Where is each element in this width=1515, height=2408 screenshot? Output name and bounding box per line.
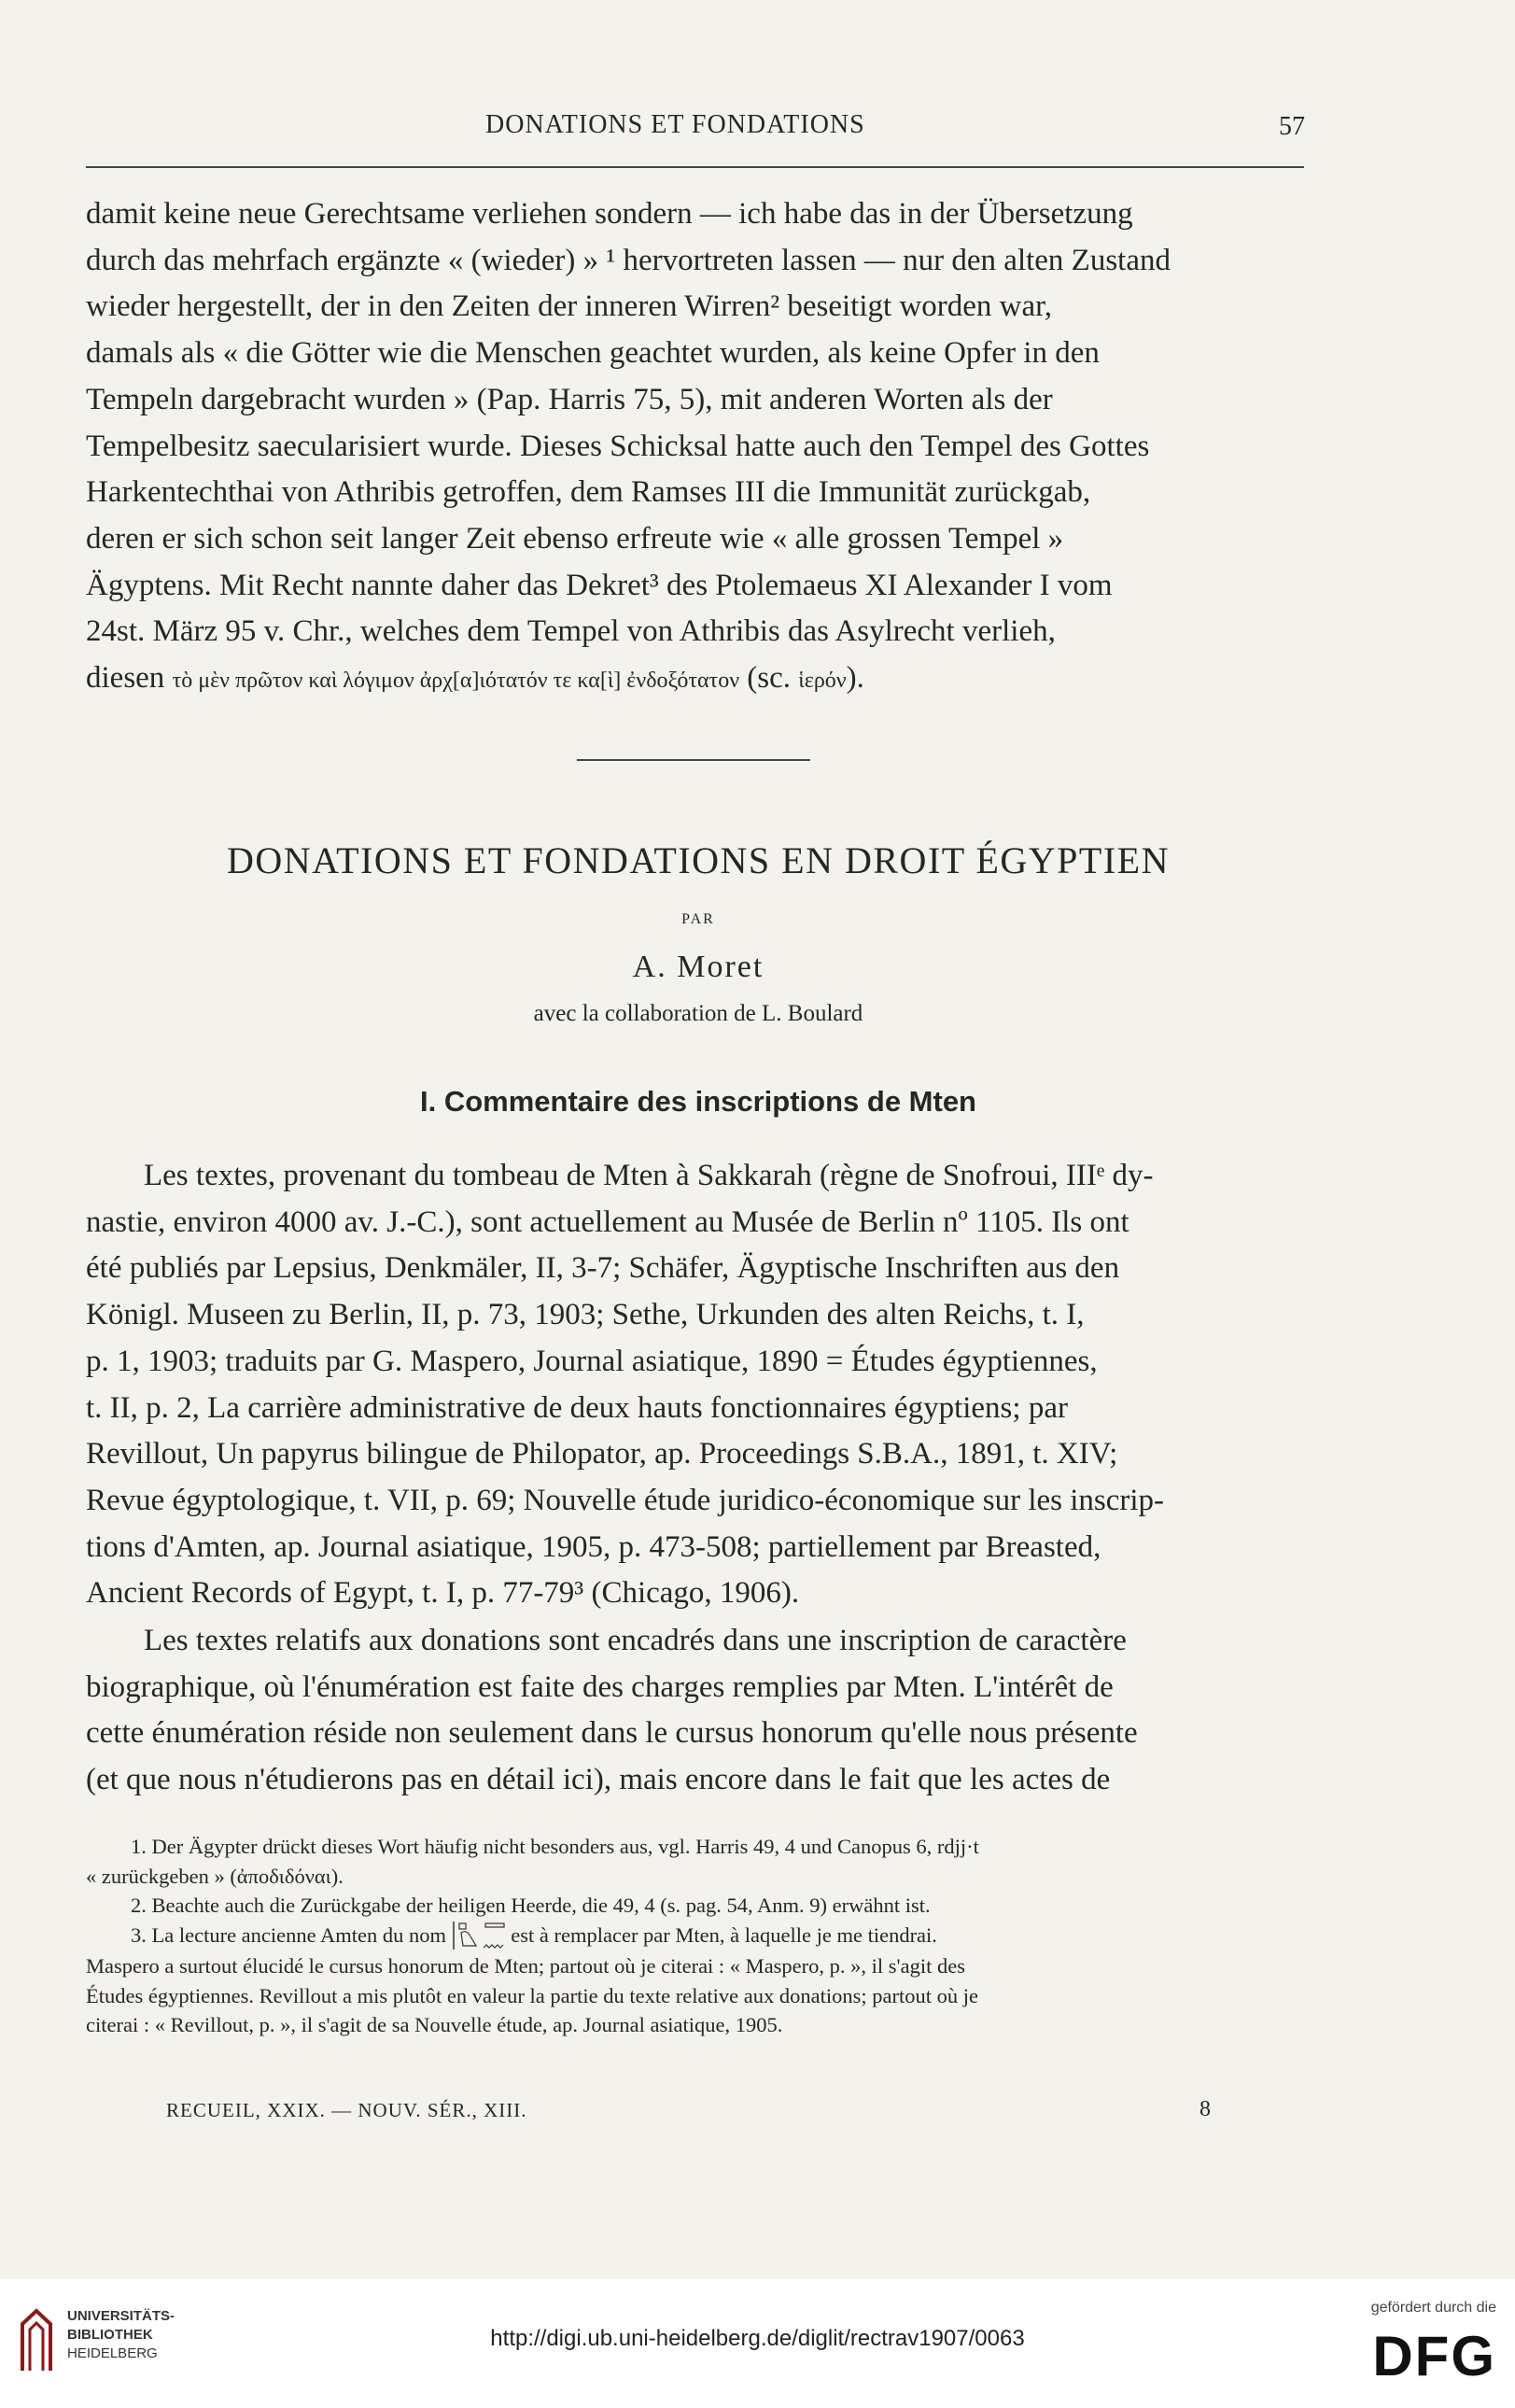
footnote-3-cont: citerai : « Revillout, p. », il s'agit de sa Nouvelle étude, ap. Journal asiatique, 1905. xyxy=(86,2013,783,2037)
text-line: damit keine neue Gerechtsame verliehen sondern — ich habe das in der Übersetzung xyxy=(86,197,1133,231)
permalink[interactable]: http://digi.ub.uni-heidelberg.de/diglit/rectrav1907/0063 xyxy=(490,2326,1025,2351)
text-line: nastie, environ 4000 av. J.-C.), sont actuellement au Musée de Berlin nº 1105. Ils ont xyxy=(86,1204,1129,1239)
footnote-1: 1. Der Ägypter drückt dieses Wort häufig nicht besonders aus, vgl. Harris 49, 4 und Canopus 6, rdjj·t xyxy=(131,1835,979,1858)
text-line: durch das mehrfach ergänzte « (wieder) » ¹ hervortreten lassen — nur den alten Zustand xyxy=(86,243,1171,277)
collaboration-line: avec la collaboration de L. Boulard xyxy=(533,1001,863,1026)
text-line: Revillout, Un papyrus bilingue de Philopator, ap. Proceedings S.B.A., 1891, t. XIV; xyxy=(86,1437,1118,1472)
library-name: UNIVERSITÄTS- BIBLIOTHEK HEIDELBERG xyxy=(67,2308,175,2361)
text-line: Les textes, provenant du tombeau de Mten à Sakkarah (règne de Snofroui, IIIᵉ dy- xyxy=(144,1159,1154,1192)
footnote-1-cont: « zurückgeben » (ἀποδιδόναι). xyxy=(86,1864,344,1888)
signature-number: 8 xyxy=(1199,2097,1212,2121)
text-line: Harkentechthai von Athribis getroffen, dem Ramses III die Immunität zurückgab, xyxy=(86,475,1091,510)
header-rule xyxy=(86,166,1304,168)
text-line: Tempeln dargebracht wurden » (Pap. Harris 75, 5), mit anderen Worten als der xyxy=(86,382,1053,416)
footnote-3-cont: Maspero a surtout élucidé le cursus honorum de Mten; partout où je citerai : « Maspero, p. », il s'agit des xyxy=(86,1954,965,1979)
footnotes xyxy=(86,1832,1307,2040)
dfg-logo: DFG xyxy=(1372,2325,1496,2387)
signature-line: RECUEIL, XXIX. — NOUV. SÉR., XIII. 8 xyxy=(166,2097,1212,2121)
text-line: t. II, p. 2, La carrière administrative de deux hauts fonctionnaires égyptiens; par xyxy=(86,1390,1068,1425)
text-line: Ancient Records of Egypt, t. I, p. 77-79³ (Chicago, 1906). xyxy=(86,1576,800,1611)
text-line: été publiés par Lepsius, Denkmäler, II, 3-7; Schäfer, Ägyptische Inschriften aus den xyxy=(86,1251,1120,1286)
author-name: A. Moret xyxy=(632,950,765,984)
section-heading: I. Commentaire des inscriptions de Mten xyxy=(419,1085,976,1118)
continued-text xyxy=(86,191,1307,705)
text-line: (et que nous n'étudierons pas en détail ici), mais encore dans le fait que les actes de xyxy=(86,1763,1111,1797)
text-line: damals als « die Götter wie die Menschen geachtet wurden, als keine Opfer in den xyxy=(86,336,1100,371)
text-line: Revue égyptologique, t. VII, p. 69; Nouvelle étude juridico-économique sur les inscrip- xyxy=(86,1483,1165,1517)
section-divider xyxy=(577,759,810,761)
greek-quote: τὸ μὲν πρῶτον καὶ λόγιμον ἀρχ[α]ιότατόν τε κα[ὶ] ἐνδοξότατον xyxy=(172,669,740,694)
text-line: cette énumération réside non seulement dans le cursus honorum qu'elle nous présente xyxy=(86,1716,1138,1751)
footnote-3: 3. La lecture ancienne Amten du nom est à remplacer par Mten, à laquelle je me tiendrai. xyxy=(86,1921,1307,1952)
text-line: deren er sich schon seit langer Zeit ebenso erfreute wie « alle grossen Tempel » xyxy=(86,521,1064,556)
text-line: Tempelbesitz saecularisiert wurde. Dieses Schicksal hatte auch den Tempel des Gottes xyxy=(86,429,1150,463)
text-line: Königl. Museen zu Berlin, II, p. 73, 1903; Sethe, Urkunden des alten Reichs, t. I, xyxy=(86,1298,1085,1332)
footnote-3-cont: Études égyptiennes. Revillout a mis plutôt en valeur la partie du texte relative aux donations; partout où je xyxy=(86,1983,978,2007)
paragraph-2 xyxy=(86,1618,1307,1804)
text-line: Les textes relatifs aux donations sont encadrés dans une inscription de caractère xyxy=(144,1624,1127,1657)
text-line: wieder hergestellt, der in den Zeiten der inneren Wirren² beseitigt worden war, xyxy=(86,289,1053,324)
hieroglyph-icon xyxy=(452,1922,506,1951)
digitization-footer xyxy=(0,2279,1515,2408)
running-head: DONATIONS ET FONDATIONS xyxy=(485,110,865,139)
text-line: tions d'Amten, ap. Journal asiatique, 1905, p. 473-508; partiellement par Breasted, xyxy=(86,1529,1101,1564)
text-line: 24st. März 95 v. Chr., welches dem Tempel von Athribis das Asylrecht verlieh, xyxy=(86,614,1056,649)
paragraph-1 xyxy=(86,1153,1307,1617)
funded-by-label: gefördert durch die xyxy=(1370,2300,1496,2316)
page-number: 57 xyxy=(1279,112,1305,141)
by-label: PAR xyxy=(681,911,715,927)
text-line-greek: diesen τὸ μὲν πρῶτον καὶ λόγιμον ἀρχ[α]ιότατόν τε κα[ὶ] ἐνδοξότατον (sc. ἱερόν). xyxy=(86,661,864,696)
text-line: biographique, où l'énumération est faite des charges remplies par Mten. L'intérêt de xyxy=(86,1669,1114,1704)
article-title: DONATIONS ET FONDATIONS EN DROIT ÉGYPTIEN xyxy=(227,839,1170,881)
text-line: Ägyptens. Mit Recht nannte daher das Dekret³ des Ptolemaeus XI Alexander I vom xyxy=(86,568,1113,602)
text-line: p. 1, 1903; traduits par G. Maspero, Journal asiatique, 1890 = Études égyptiennes, xyxy=(86,1344,1098,1378)
footnote-2: 2. Beachte auch die Zurückgabe der heiligen Heerde, die 49, 4 (s. pag. 54, Anm. 9) erwähnt ist. xyxy=(131,1894,931,1917)
